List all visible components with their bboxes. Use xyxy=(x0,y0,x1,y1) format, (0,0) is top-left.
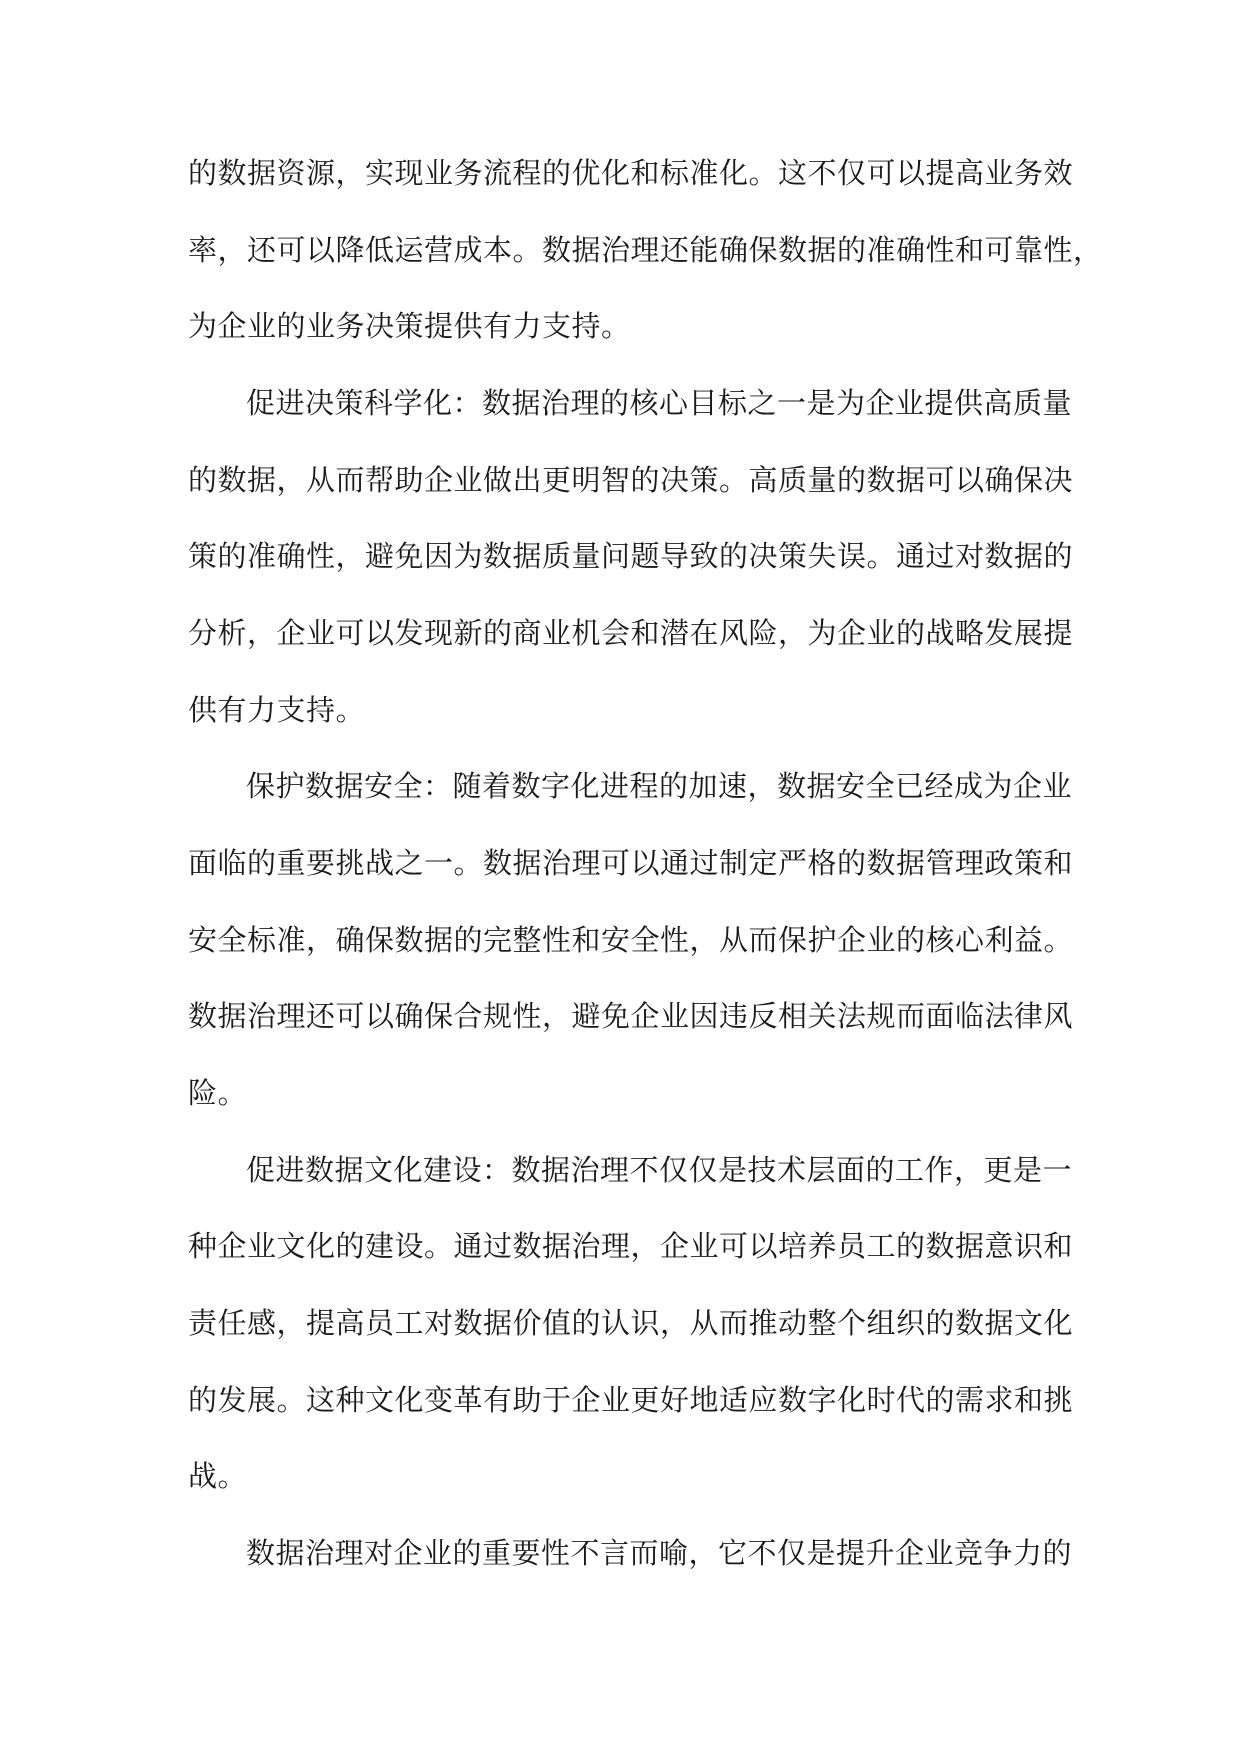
text-line: 的数据，从而帮助企业做出更明智的决策。高质量的数据可以确保决 xyxy=(188,463,1074,497)
paragraph-heading-line: 促进决策科学化：数据治理的核心目标之一是为企业提供高质量 xyxy=(246,386,1073,420)
text-line: 的数据资源，实现业务流程的优化和标准化。这不仅可以提高业务效 xyxy=(188,156,1074,190)
text-line: 为企业的业务决策提供有力支持。 xyxy=(188,309,631,343)
paragraph-heading-line: 保护数据安全：随着数字化进程的加速，数据安全已经成为企业 xyxy=(246,769,1073,803)
text-line: 策的准确性，避免因为数据质量问题导致的决策失误。通过对数据的 xyxy=(188,539,1074,573)
text-line: 的发展。这种文化变革有助于企业更好地适应数字化时代的需求和挑 xyxy=(188,1383,1074,1417)
text-line: 分析，企业可以发现新的商业机会和潜在风险，为企业的战略发展提 xyxy=(188,616,1074,650)
text-line: 率，还可以降低运营成本。数据治理还能确保数据的准确性和可靠性， xyxy=(188,233,1103,267)
text-line: 面临的重要挑战之一。数据治理可以通过制定严格的数据管理政策和 xyxy=(188,846,1074,880)
text-line: 战。 xyxy=(188,1459,248,1493)
paragraph-first-line: 数据治理对企业的重要性不言而喻，它不仅是提升企业竞争力的 xyxy=(246,1536,1073,1570)
text-line: 安全标准，确保数据的完整性和安全性，从而保护企业的核心利益。 xyxy=(188,923,1074,957)
text-line: 险。 xyxy=(188,1076,248,1110)
text-line: 种企业文化的建设。通过数据治理，企业可以培养员工的数据意识和 xyxy=(188,1229,1074,1263)
paragraph-heading-line: 促进数据文化建设：数据治理不仅仅是技术层面的工作，更是一 xyxy=(246,1153,1073,1187)
text-line: 供有力支持。 xyxy=(188,693,366,727)
text-line: 责任感，提高员工对数据价值的认识，从而推动整个组织的数据文化 xyxy=(188,1306,1074,1340)
text-line: 数据治理还可以确保合规性，避免企业因违反相关法规而面临法律风 xyxy=(188,999,1074,1033)
